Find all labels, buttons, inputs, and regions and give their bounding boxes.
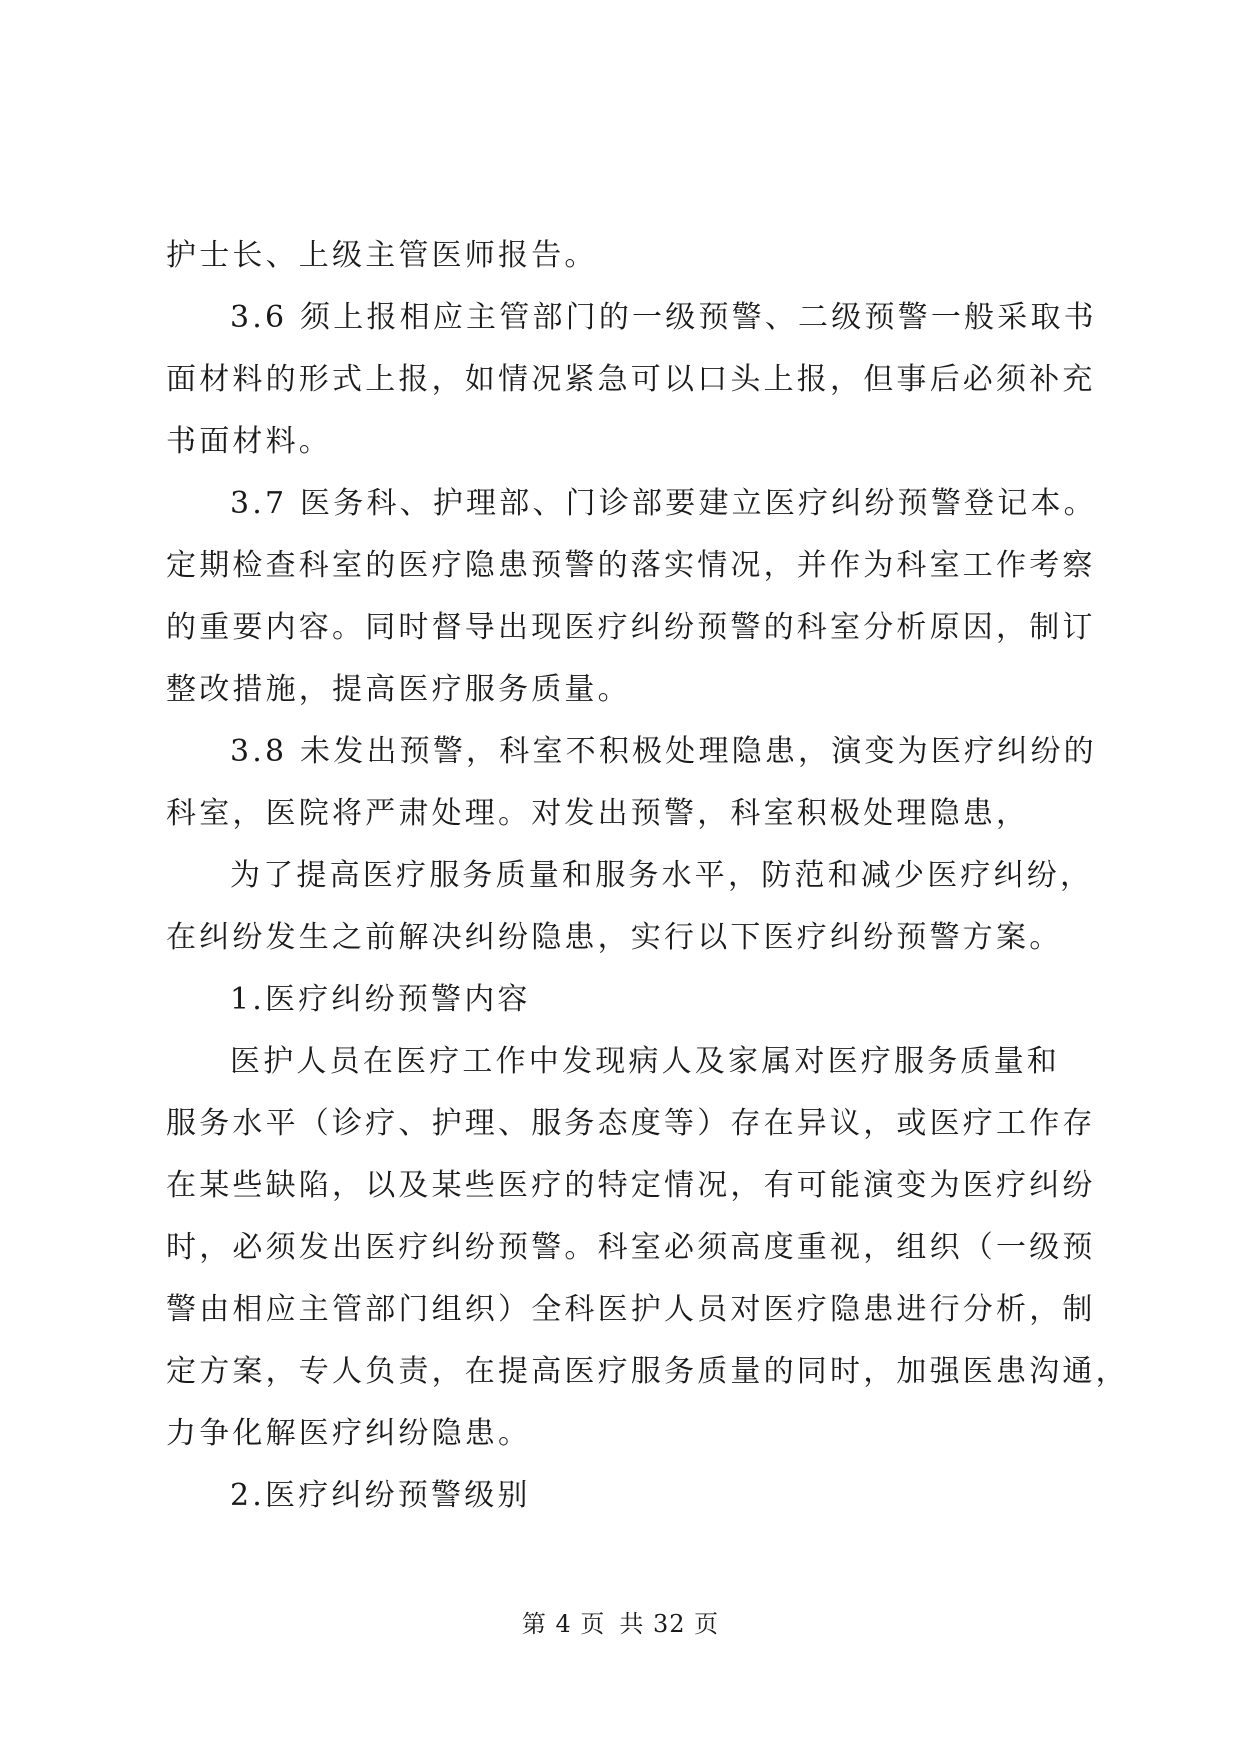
text-line: 力争化解医疗纠纷隐患。 (166, 1416, 532, 1451)
text-line: 在某些缺陷，以及某些医疗的特定情况，有可能演变为医疗纠纷 (166, 1168, 1096, 1203)
text-line: 3.6 须上报相应主管部门的一级预警、二级预警一般采取书 (230, 300, 1097, 335)
text-line: 警由相应主管部门组织）全科医护人员对医疗隐患进行分析，制 (166, 1292, 1096, 1327)
text-line: 医护人员在医疗工作中发现病人及家属对医疗服务质量和 (230, 1044, 1060, 1079)
text-line: 3.7 医务科、护理部、门诊部要建立医疗纠纷预警登记本。 (230, 486, 1097, 521)
text-line: 定方案，专人负责，在提高医疗服务质量的同时，加强医患沟通， (166, 1354, 1129, 1389)
page-number: 第 4 页 (521, 1610, 606, 1638)
text-line: 护士长、上级主管医师报告。 (166, 238, 598, 273)
section-heading: 2.医疗纠纷预警级别 (230, 1478, 531, 1513)
text-line: 为了提高医疗服务质量和服务水平，防范和减少医疗纠纷， (230, 858, 1094, 893)
text-line: 面材料的形式上报，如情况紧急可以口头上报，但事后必须补充 (166, 362, 1096, 397)
text-line: 时，必须发出医疗纠纷预警。科室必须高度重视，组织（一级预 (166, 1230, 1096, 1265)
body-text (166, 225, 1129, 1527)
page-footer (0, 1608, 1241, 1640)
text-line: 的重要内容。同时督导出现医疗纠纷预警的科室分析原因，制订 (166, 610, 1096, 645)
text-line: 服务水平（诊疗、护理、服务态度等）存在异议，或医疗工作存 (166, 1106, 1096, 1141)
text-line: 在纠纷发生之前解决纠纷隐患，实行以下医疗纠纷预警方案。 (166, 920, 1063, 955)
text-line: 整改措施，提高医疗服务质量。 (166, 672, 631, 707)
text-line: 科室，医院将严肃处理。对发出预警，科室积极处理隐患， (166, 796, 1030, 831)
text-line: 3.8 未发出预警，科室不积极处理隐患，演变为医疗纠纷的 (230, 734, 1097, 769)
section-heading: 1.医疗纠纷预警内容 (230, 982, 531, 1017)
total-pages: 共 32 页 (619, 1610, 720, 1638)
text-line: 书面材料。 (166, 424, 332, 459)
text-line: 定期检查科室的医疗隐患预警的落实情况，并作为科室工作考察 (166, 548, 1096, 583)
